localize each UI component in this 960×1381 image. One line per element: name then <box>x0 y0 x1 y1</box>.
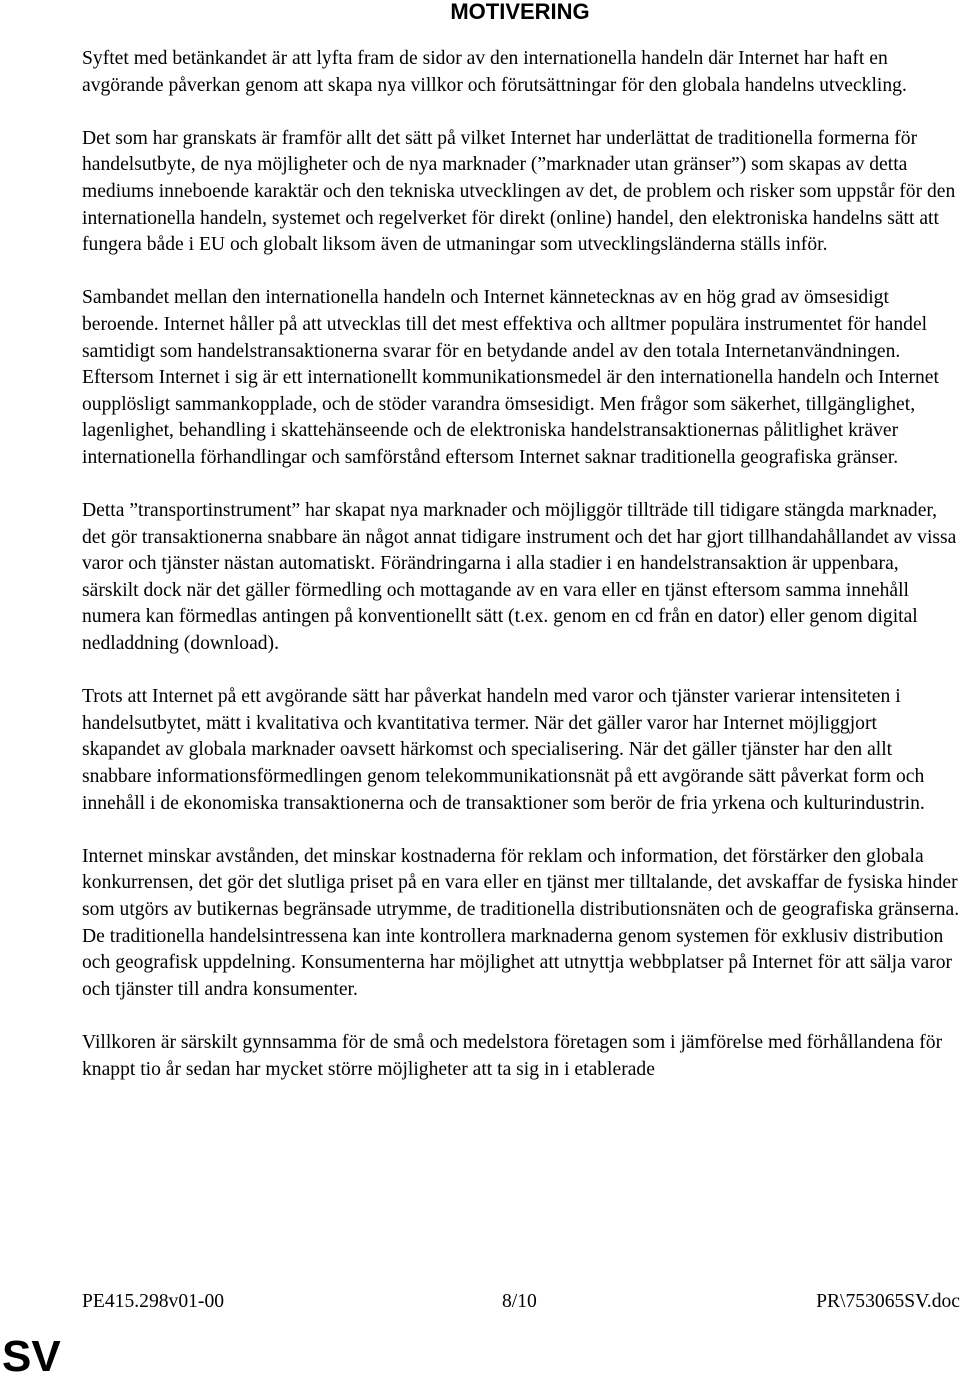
paragraph-transport-instrument: Detta ”transportinstrument” har skapat nya marknader och möjliggör tillträde till tidigare stängda marknader, det gör transaktionerna snabbare än något annat tidigare instrument och det har gjort tillhandahållandet av vissa varor och tjänster nästan automatiskt. Förändringarna i alla stadier i en handelstransaktion är uppenbara, särskilt dock när det gäller förmedling och mottagande av en vara eller en tjänst eftersom samma innehåll numera kan förmedlas antingen på konventionellt sätt (t.ex. genom en cd från en dator) eller genom digital nedladdning (download). <box>82 500 957 655</box>
paragraph-scope: Det som har granskats är framför allt det sätt på vilket Internet har underlättat de traditionella formerna för handelsutbyte, de nya möjligheter och de nya marknader (”marknader utan gränser”) som skapas av detta mediums inneboende karaktär och den tekniska utvecklingen av det, de problem och risker som uppstår för den internationella handeln, systemet och regelverket för direkt (online) handel, den elektroniska handelns sätt att fungera både i EU och globalt liksom även de utmaningar som utvecklingsländerna ställs inför. <box>82 127 956 256</box>
paragraph-purpose: Syftet med betänkandet är att lyfta fram de sidor av den internationella handeln där Internet har haft en avgörande påverkan genom att skapa nya villkor och förutsättningar för den globala handelns utveckling. <box>82 48 907 96</box>
footer-page-number: 8/10 <box>502 1291 537 1312</box>
language-code: SV <box>2 1332 61 1381</box>
footer-file-name: PR\753065SV.doc <box>816 1291 960 1312</box>
paragraph-distance-costs: Internet minskar avstånden, det minskar kostnaderna för reklam och information, det förstärker den globala konkurrensen, det gör det slutliga priset på en vara eller en tjänst mer tilltalande, det avskaffar de fysiska hinder som utgörs av butikernas begränsade utrymme, de traditionella distributionsnäten och de geografiska gränserna. De traditionella handelsintressena kan inte kontrollera marknaderna genom systemen för exklusiv distribution och geografisk uppdelning. Konsumenterna har möjlighet att utnyttja webbplatser på Internet för att sälja varor och tjänster till andra konsumenter. <box>82 845 960 1000</box>
section-heading: MOTIVERING <box>450 0 590 24</box>
page-footer <box>82 1289 960 1315</box>
paragraph-interdependence: Sambandet mellan den internationella handeln och Internet kännetecknas av en hög grad av ömsesidigt beroende. Internet håller på att utvecklas till det mest effektiva och alltmer populära instrumentet för handel samtidigt som handelstransaktionerna svarar för en betydande andel av den totala Internetanvändningen. Eftersom Internet i sig är ett internationellt kommunikationsmedel är den internationella handeln och Internet oupplösligt sammankopplade, och de stöder varandra ömsesidigt. Men frågor som säkerhet, tillgänglighet, lagenlighet, behandling i skattehänseende och de elektroniska handelstransaktionernas pålitlighet kräver internationella förhandlingar och samförstånd eftersom Internet saknar traditionella geografiska gränser. <box>82 287 939 468</box>
paragraph-goods-services: Trots att Internet på ett avgörande sätt har påverkat handeln med varor och tjänster varierar intensiteten i handelsutbytet, mätt i kvalitativa och kvantitativa termer. När det gäller varor har Internet möjliggjort skapandet av globala marknader oavsett härkomst och specialisering. När det gäller tjänster har den allt snabbare informationsförmedlingen genom telekommunikationsnät på ett avgörande sätt påverkat form och innehåll i de ekonomiska transaktionerna och de transaktioner som berör de fria yrkena och kulturindustrin. <box>82 686 925 814</box>
paragraph-sme: Villkoren är särskilt gynnsamma för de små och medelstora företagen som i jämförelse med förhållandena för knappt tio år sedan har mycket större möjligheter att ta sig in i etablerade <box>82 1031 943 1080</box>
footer-doc-reference: PE415.298v01-00 <box>82 1291 225 1312</box>
document-body <box>82 46 960 1083</box>
